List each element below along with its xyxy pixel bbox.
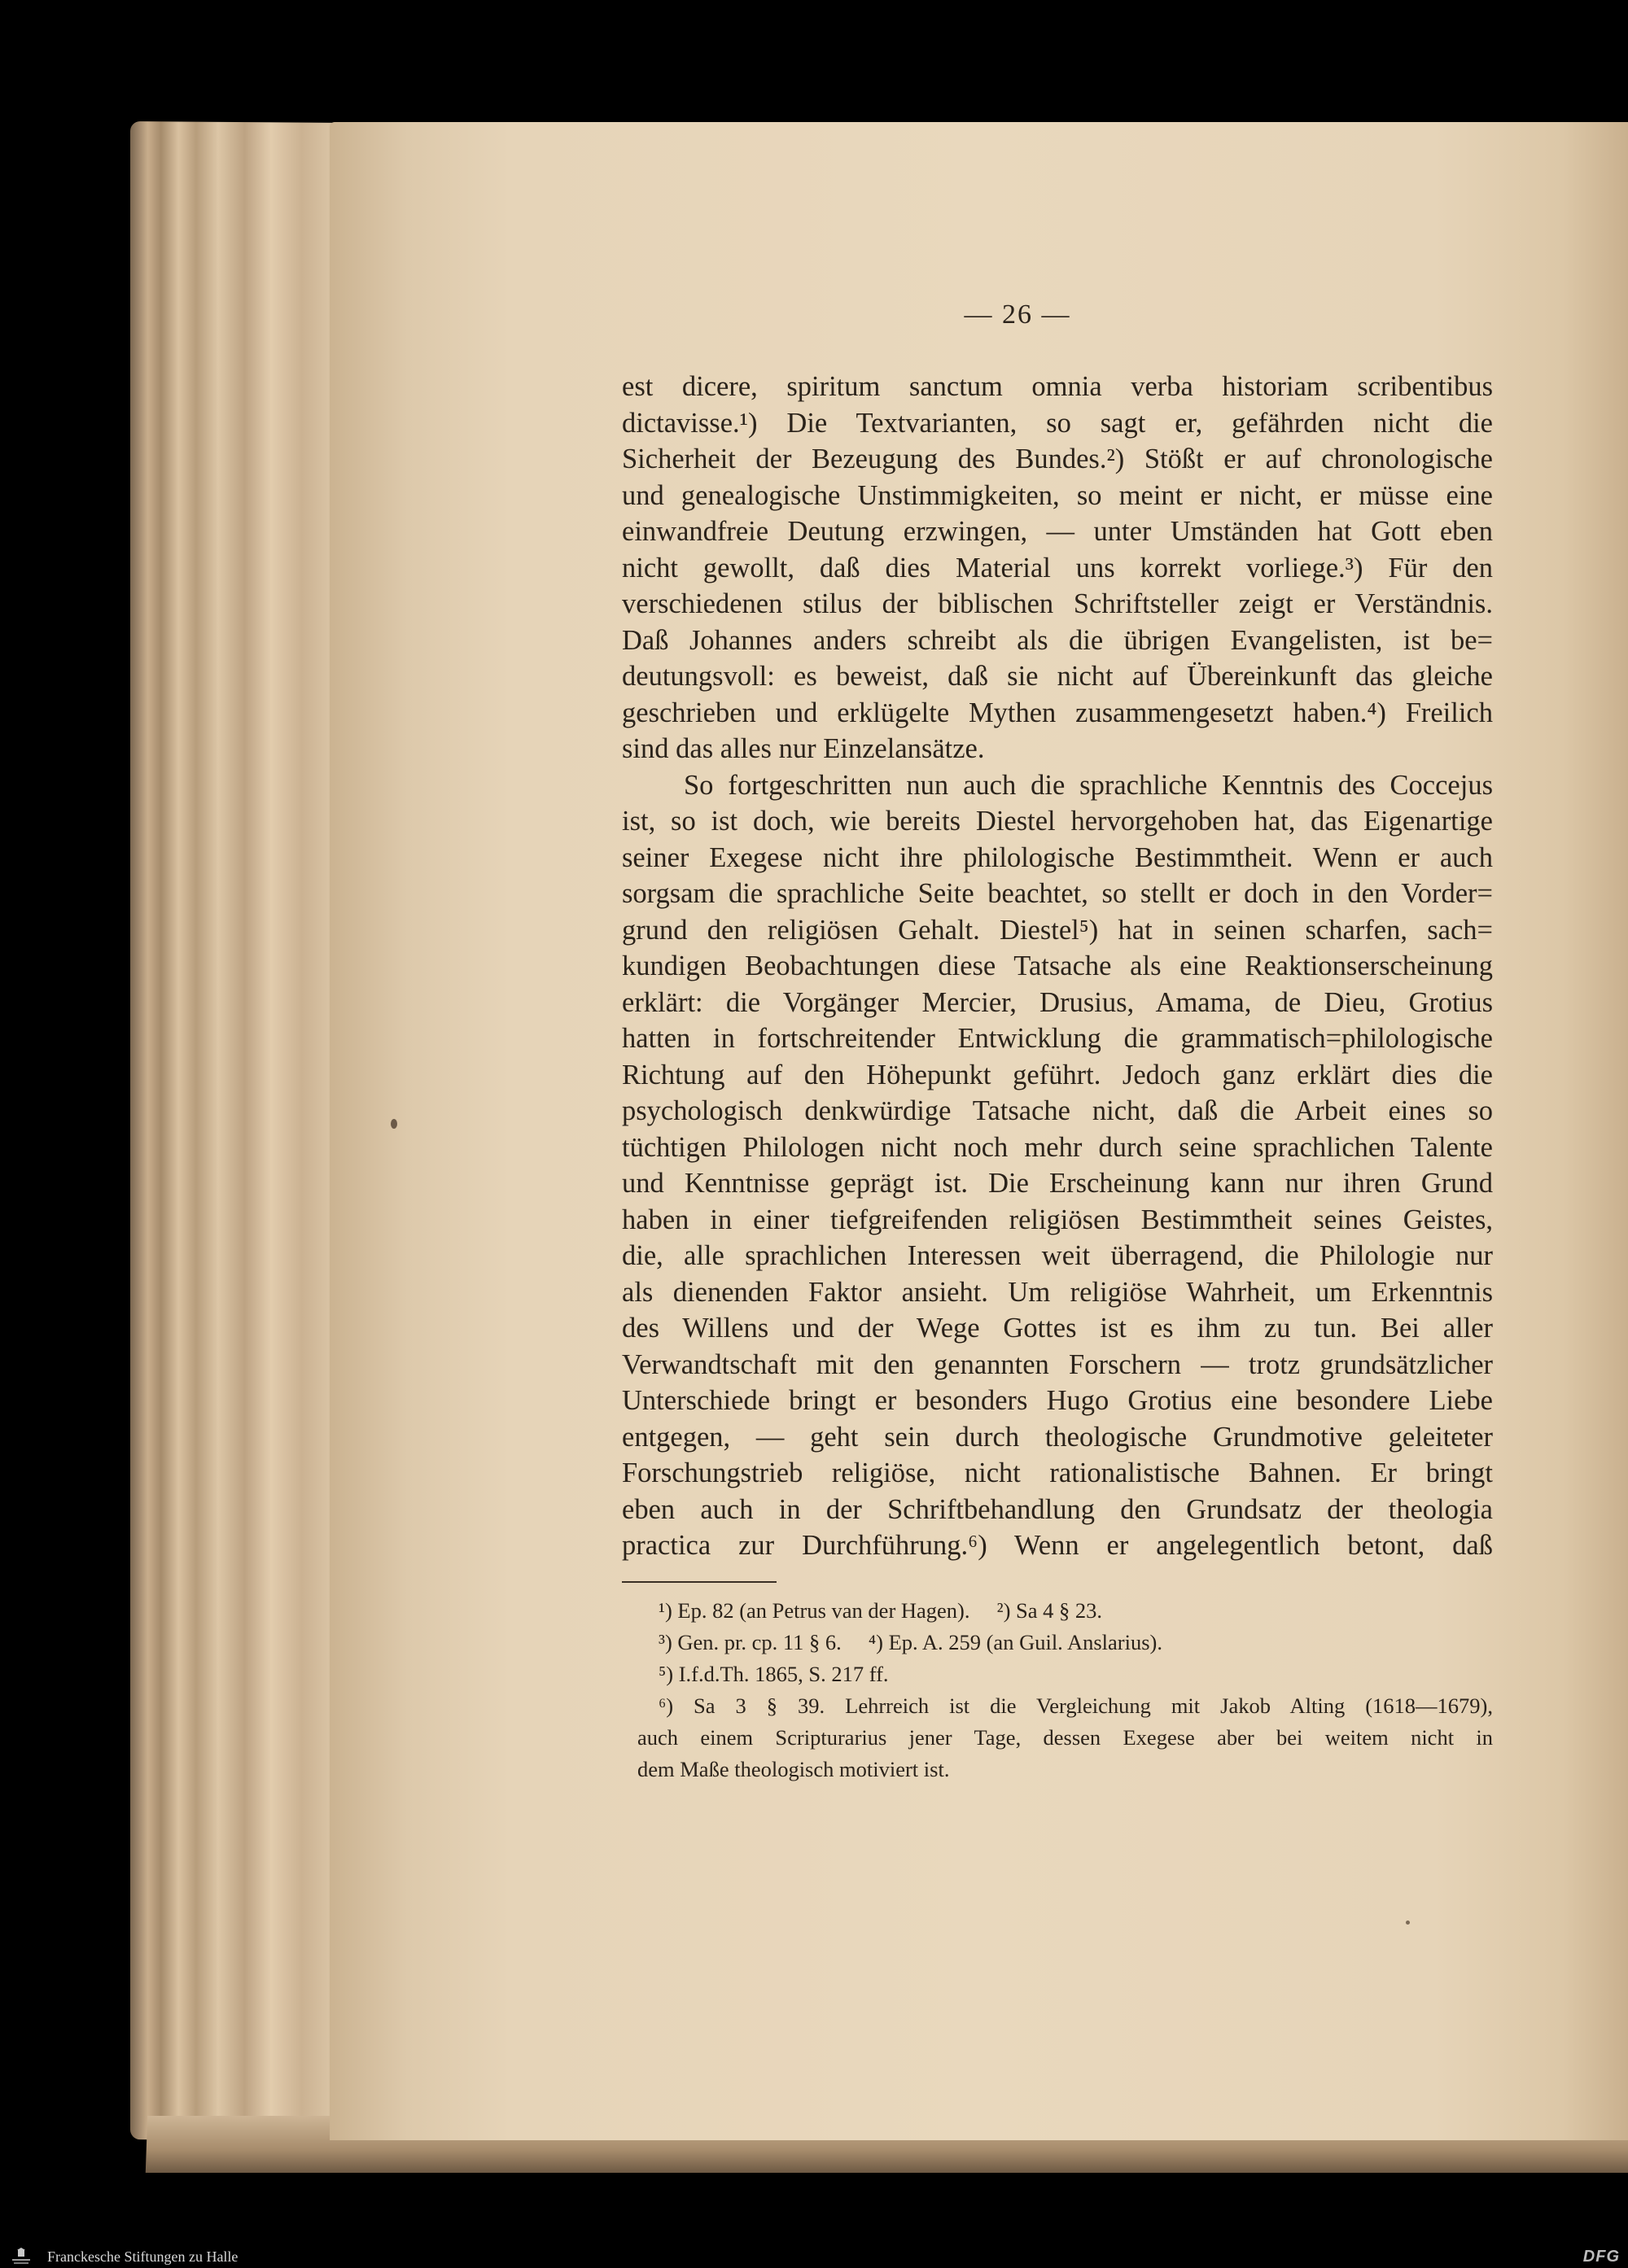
body-line: hatten in fortschreitender Entwicklung die grammatisch=philologische [622, 1023, 1493, 1054]
body-line: die, alle sprachlichen Interessen weit überragend, die Philologie nur [622, 1240, 1493, 1271]
body-line: entgegen, — geht sein durch theologische Grundmotive geleiteter [622, 1422, 1493, 1453]
body-line: Forschungstrieb religiöse, nicht rationalistische Bahnen. Er bringt [622, 1457, 1493, 1488]
body-line: geschrieben und erklügelte Mythen zusammengesetzt haben.⁴) Freilich [622, 697, 1493, 728]
body-line: sind das alles nur Einzelansätze. [622, 733, 985, 764]
body-line: und Kenntnisse geprägt ist. Die Erscheinung kann nur ihren Grund [622, 1168, 1493, 1199]
body-line: seiner Exegese nicht ihre philologische Bestimmtheit. Wenn er auch [622, 842, 1493, 873]
page-block-edges [130, 121, 350, 2141]
library-label: Franckesche Stiftungen zu Halle [47, 2248, 239, 2265]
paper-speck [391, 1119, 397, 1129]
footnote-continuation: dem Maße theologisch motiviert ist. [637, 1757, 950, 1781]
body-line: est dicere, spiritum sanctum omnia verba historiam scribentibus [622, 371, 1493, 402]
footnote: ³) Gen. pr. cp. 11 § 6. ⁴) Ep. A. 259 (an Guil. Anslarius). [659, 1630, 1162, 1654]
body-line: und genealogische Unstimmigkeiten, so meint er nicht, er müsse eine [622, 480, 1493, 511]
body-line: psychologisch denkwürdige Tatsache nicht, daß die Arbeit eines so [622, 1095, 1493, 1126]
viewer-footer-bar [0, 2246, 1628, 2268]
body-line: tüchtigen Philologen nicht noch mehr durch seine sprachlichen Talente [622, 1132, 1493, 1163]
body-line: nicht gewollt, daß dies Material uns korrekt vorliege.³) Für den [622, 553, 1493, 583]
page-number: — 26 — [964, 299, 1071, 330]
footnote: ⁵) I.f.d.Th. 1865, S. 217 ff. [659, 1662, 889, 1686]
body-line: erklärt: die Vorgänger Mercier, Drusius, Amama, de Dieu, Grotius [622, 987, 1493, 1018]
body-line: sorgsam die sprachliche Seite beachtet, so stellt er doch in den Vorder= [622, 878, 1493, 909]
franckesche-stiftungen-logo-icon [7, 2248, 36, 2266]
body-line: Unterschiede bringt er besonders Hugo Grotius eine besondere Liebe [622, 1385, 1493, 1416]
body-line: deutungsvoll: es beweist, daß sie nicht auf Übereinkunft das gleiche [622, 661, 1493, 692]
body-line: Richtung auf den Höhepunkt geführt. Jedoch ganz erklärt dies die [622, 1060, 1493, 1090]
paper-speck [1406, 1921, 1410, 1925]
body-line: kundigen Beobachtungen diese Tatsache als eine Reaktionserscheinung [622, 950, 1493, 981]
body-line: eben auch in der Schriftbehandlung den Grundsatz der theologia [622, 1494, 1493, 1525]
body-line: verschiedenen stilus der biblischen Schriftsteller zeigt er Verständnis. [622, 588, 1493, 619]
body-line: Sicherheit der Bezeugung des Bundes.²) Stößt er auf chronologische [622, 444, 1493, 474]
footnote-continuation: auch einem Scripturarius jener Tage, dessen Exegese aber bei weitem nicht in [637, 1725, 1493, 1750]
dfg-logo: DFG [1582, 2248, 1620, 2266]
body-line: dictavisse.¹) Die Textvarianten, so sagt er, gefährden nicht die [622, 408, 1493, 439]
body-line: grund den religiösen Gehalt. Diestel⁵) hat in seinen scharfen, sach= [622, 915, 1493, 946]
footnote-divider [622, 1581, 777, 1583]
body-line: ist, so ist doch, wie bereits Diestel hervorgehoben hat, das Eigenartige [622, 806, 1493, 837]
body-line: einwandfreie Deutung erzwingen, — unter Umständen hat Gott eben [622, 516, 1493, 547]
footnote: ¹) Ep. 82 (an Petrus van der Hagen). ²) Sa 4 § 23. [659, 1598, 1103, 1623]
footnote: ⁶) Sa 3 § 39. Lehrreich ist die Vergleichung mit Jakob Alting (1618—1679), [659, 1693, 1493, 1718]
body-line: Verwandtschaft mit den genannten Forschern — trotz grundsätzlicher [622, 1349, 1493, 1380]
body-line: als dienenden Faktor ansieht. Um religiöse Wahrheit, um Erkenntnis [622, 1277, 1493, 1308]
body-line: des Willens und der Wege Gottes ist es ihm zu tun. Bei aller [622, 1313, 1493, 1344]
paragraph-first-line: So fortgeschritten nun auch die sprachliche Kenntnis des Coccejus [684, 770, 1493, 801]
body-line: practica zur Durchführung.⁶) Wenn er angelegentlich betont, daß [622, 1530, 1493, 1561]
body-line: Daß Johannes anders schreibt als die übrigen Evangelisten, ist be= [622, 625, 1493, 656]
body-line: haben in einer tiefgreifenden religiösen Bestimmtheit seines Geistes, [622, 1204, 1493, 1235]
